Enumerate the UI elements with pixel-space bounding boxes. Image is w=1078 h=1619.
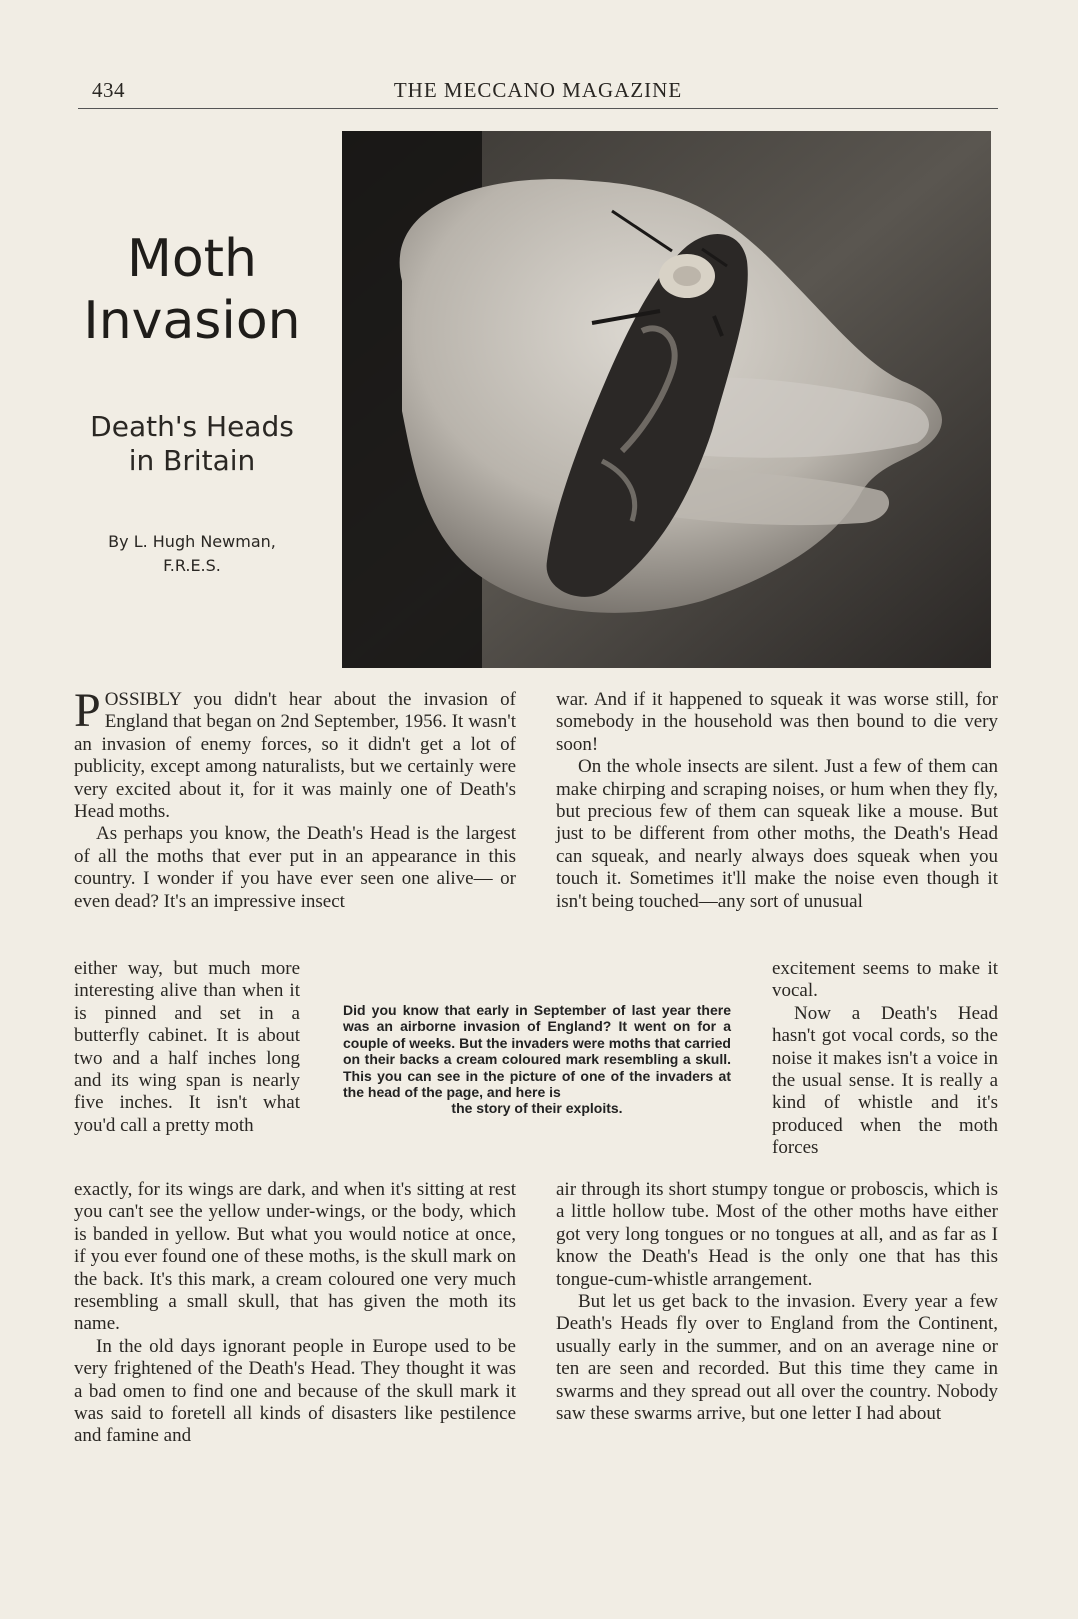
paragraph: Now a Death's Head hasn't got vocal cords, so the noise it makes isn't a voice in the usual sense. It is really a kind of whistle and it's produced when the moth forces <box>772 1002 998 1159</box>
paragraph: But let us get back to the invasion. Every year a few Death's Heads fly over to England from the Continent, usually early in the summer, and on an average nine or ten are seen and recorded. But this time they came in swarms and they spread out all over the country. Nobody saw these swarms arrive, but one letter I had about <box>556 1291 998 1425</box>
subtitle-line-1: Death's Heads <box>90 410 294 443</box>
moth-photo <box>342 131 991 668</box>
article-title <box>72 228 312 352</box>
paragraph: In the old days ignorant people in Europe used to be very frightened of the Death's Head. They thought it was a bad omen to find one and because of the skull mark it was said to foretell all kinds of disasters like pestilence and famine and <box>74 1335 516 1447</box>
callout-box <box>343 1002 731 1117</box>
paragraph: As perhaps you know, the Death's Head is the largest of all the moths that ever put in an appearance in this country. I wonder if you have ever seen one alive— or even dead? It's an impressive insect <box>74 823 516 912</box>
magazine-title: THE MECCANO MAGAZINE <box>393 78 683 102</box>
paragraph: war. And if it happened to squeak it was worse still, for somebody in the household was then bound to die very soon! <box>556 689 998 755</box>
paragraph: air through its short stumpy tongue or proboscis, which is a little hollow tube. Most of the other moths have either got very long tongues or no tongues at all, and as far as I know the Death's Head is the only one that has this tongue-cum-whistle arrangement. <box>556 1179 998 1290</box>
paragraph: exactly, for its wings are dark, and when it's sitting at rest you can't see the yellow under-wings, or the body, which is banded in yellow. But what you would notice at once, if you ever found one of these moths, is the skull mark on the back. It's this mark, a cream coloured one very much resembling a small skull, that has given the moth its name. <box>74 1179 516 1335</box>
title-line-1: Moth <box>126 229 258 289</box>
article-subtitle <box>72 410 312 478</box>
callout-text: Did you know that early in September of last year there was an airborne invasion of England? It went on for a couple of weeks. But the invaders were moths that carried on their backs a cream coloured mark resembling a skull. This you can see in the picture of one of the invaders at the head of the page, and here is <box>343 1002 731 1101</box>
left-column-top <box>74 684 516 913</box>
paragraph: OSSIBLY you didn't hear about the invasion of England that began on 2nd September, 1956. It wasn't an invasion of enemy forces, so it didn't get a lot of publicity, except among naturalists, but we certainly were very excited about it, for it was mainly one of Death's Head moths. <box>74 689 516 823</box>
title-line-2: Invasion <box>83 291 301 351</box>
left-column-narrow <box>74 958 300 1137</box>
right-column-top <box>556 689 998 913</box>
drop-cap: P <box>74 684 101 737</box>
right-column-bottom <box>556 1179 998 1425</box>
callout-last-line: the story of their exploits. <box>451 1100 623 1117</box>
page-header <box>78 72 998 109</box>
paragraph: excitement seems to make it vocal. <box>772 958 998 1002</box>
page-number: 434 <box>92 78 125 102</box>
article-byline <box>72 530 312 578</box>
byline-line-1: By L. Hugh Newman, <box>108 532 276 551</box>
right-column-narrow <box>772 958 998 1160</box>
byline-line-2: F.R.E.S. <box>163 556 221 575</box>
death-head-moth-on-hand-photo <box>342 131 991 668</box>
left-column-bottom <box>74 1179 516 1448</box>
subtitle-line-2: in Britain <box>128 444 256 477</box>
paragraph: either way, but much more interesting alive than when it is pinned and set in a butterfly cabinet. It is about two and a half inches long and its wing span is nearly five inches. It isn't what you'd call a pretty moth <box>74 958 300 1136</box>
paragraph: On the whole insects are silent. Just a few of them can make chirping and scraping noises, or hum when they fly, but precious few of them can squeak like a mouse. But just to be different from other moths, the Death's Head can squeak, and nearly always does squeak when you touch it. Sometimes it'll make the noise even though it isn't being touched—any sort of unusual <box>556 756 998 912</box>
